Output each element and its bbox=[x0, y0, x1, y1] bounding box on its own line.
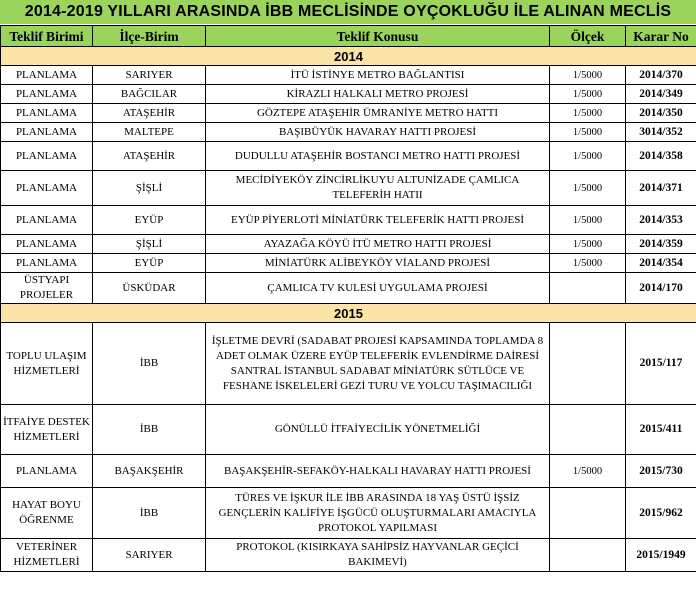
table-row bbox=[1, 455, 696, 488]
cell-teklif-konusu: MİNİATÜRK ALİBEYKÖY VİALAND PROJESİ bbox=[206, 254, 550, 273]
cell-olcek bbox=[550, 273, 626, 304]
table-row bbox=[1, 273, 696, 304]
table-row bbox=[1, 235, 696, 254]
cell-karar-no: 2014/358 bbox=[626, 142, 696, 171]
cell-karar-no: 2014/370 bbox=[626, 66, 696, 85]
cell-karar-no: 2014/349 bbox=[626, 85, 696, 104]
cell-olcek: 1/5000 bbox=[550, 104, 626, 123]
cell-karar-no: 2015/730 bbox=[626, 455, 696, 488]
cell-karar-no: 2015/117 bbox=[626, 323, 696, 405]
cell-olcek: 1/5000 bbox=[550, 235, 626, 254]
cell-teklif-konusu: GÖNÜLLÜ İTFAİYECİLİK YÖNETMELİĞİ bbox=[206, 405, 550, 455]
table-row bbox=[1, 66, 696, 85]
cell-teklif-konusu: BAŞIBÜYÜK HAVARAY HATTI PROJESİ bbox=[206, 123, 550, 142]
cell-teklif-konusu: ÇAMLICA TV KULESİ UYGULAMA PROJESİ bbox=[206, 273, 550, 304]
header-ilce-birim: İlçe-Birim bbox=[93, 26, 206, 47]
cell-karar-no: 2014/170 bbox=[626, 273, 696, 304]
cell-ilce-birim: ŞİŞLİ bbox=[93, 235, 206, 254]
table-header-row bbox=[1, 26, 696, 47]
cell-ilce-birim: İBB bbox=[93, 323, 206, 405]
cell-karar-no: 2015/411 bbox=[626, 405, 696, 455]
cell-ilce-birim: ATAŞEHİR bbox=[93, 104, 206, 123]
cell-olcek: 1/5000 bbox=[550, 254, 626, 273]
table-row bbox=[1, 171, 696, 206]
cell-teklif-birimi: TOPLU ULAŞIM HİZMETLERİ bbox=[1, 323, 93, 405]
cell-ilce-birim: ŞİŞLİ bbox=[93, 171, 206, 206]
cell-teklif-birimi: PLANLAMA bbox=[1, 235, 93, 254]
cell-ilce-birim: EYÜP bbox=[93, 254, 206, 273]
cell-karar-no: 2014/353 bbox=[626, 206, 696, 235]
cell-karar-no: 2014/359 bbox=[626, 235, 696, 254]
cell-karar-no: 2015/1949 bbox=[626, 539, 696, 572]
cell-ilce-birim: İBB bbox=[93, 405, 206, 455]
cell-ilce-birim: ÜSKÜDAR bbox=[93, 273, 206, 304]
cell-ilce-birim: BAŞAKŞEHİR bbox=[93, 455, 206, 488]
table-row bbox=[1, 323, 696, 405]
cell-teklif-birimi: HAYAT BOYU ÖĞRENME bbox=[1, 488, 93, 539]
header-teklif-konusu: Teklif Konusu bbox=[206, 26, 550, 47]
cell-olcek: 1/5000 bbox=[550, 123, 626, 142]
cell-teklif-birimi: PLANLAMA bbox=[1, 123, 93, 142]
cell-teklif-konusu: DUDULLU ATAŞEHİR BOSTANCI METRO HATTI PROJESİ bbox=[206, 142, 550, 171]
cell-teklif-konusu: TÜRES VE İŞKUR İLE İBB ARASINDA 18 YAŞ ÜSTÜ İŞSİZ GENÇLERİN KALİFİYE İŞGÜCÜ OLUŞTURMALARI AMACIYLA PROTOKOL YAPILMASI bbox=[206, 488, 550, 539]
cell-karar-no: 3014/352 bbox=[626, 123, 696, 142]
cell-olcek: 1/5000 bbox=[550, 142, 626, 171]
cell-teklif-birimi: PLANLAMA bbox=[1, 455, 93, 488]
table-row bbox=[1, 104, 696, 123]
cell-ilce-birim: SARIYER bbox=[93, 66, 206, 85]
cell-ilce-birim: EYÜP bbox=[93, 206, 206, 235]
cell-teklif-birimi: PLANLAMA bbox=[1, 142, 93, 171]
cell-karar-no: 2014/371 bbox=[626, 171, 696, 206]
cell-teklif-birimi: PLANLAMA bbox=[1, 66, 93, 85]
table-row bbox=[1, 405, 696, 455]
cell-olcek bbox=[550, 405, 626, 455]
table-row bbox=[1, 142, 696, 171]
year-label: 2014 bbox=[1, 47, 696, 66]
cell-teklif-konusu: İŞLETME DEVRİ (SADABAT PROJESİ KAPSAMINDA TOPLAMDA 8 ADET OLMAK ÜZERE EYÜP TELEFERİK EVLENDİRME DAİRESİ SANTRAL İSTANBUL SADABAT MİNİATÜRK SÜTLÜCE VE FESHANE İSKELELERİ GEZİ TURU VE YOLCU TAŞIMACILIĞI bbox=[206, 323, 550, 405]
cell-olcek: 1/5000 bbox=[550, 66, 626, 85]
table-row bbox=[1, 254, 696, 273]
cell-karar-no: 2015/962 bbox=[626, 488, 696, 539]
cell-karar-no: 2014/354 bbox=[626, 254, 696, 273]
year-section-row bbox=[1, 304, 696, 323]
cell-teklif-konusu: PROTOKOL (KISIRKAYA SAHİPSİZ HAYVANLAR GEÇİCİ BAKIMEVİ) bbox=[206, 539, 550, 572]
header-olcek: Ölçek bbox=[550, 26, 626, 47]
cell-teklif-birimi: PLANLAMA bbox=[1, 254, 93, 273]
cell-teklif-konusu: İTÜ İSTİNYE METRO BAĞLANTISI bbox=[206, 66, 550, 85]
table-row bbox=[1, 206, 696, 235]
table-row bbox=[1, 85, 696, 104]
cell-teklif-konusu: MECİDİYEKÖY ZİNCİRLİKUYU ALTUNİZADE ÇAMLICA TELEFERİH HATII bbox=[206, 171, 550, 206]
cell-teklif-birimi: ÜSTYAPI PROJELER bbox=[1, 273, 93, 304]
cell-olcek: 1/5000 bbox=[550, 455, 626, 488]
cell-olcek bbox=[550, 539, 626, 572]
table-row bbox=[1, 488, 696, 539]
table-row bbox=[1, 539, 696, 572]
cell-teklif-birimi: İTFAİYE DESTEK HİZMETLERİ bbox=[1, 405, 93, 455]
cell-teklif-konusu: BAŞAKŞEHİR-SEFAKÖY-HALKALI HAVARAY HATTI PROJESİ bbox=[206, 455, 550, 488]
cell-olcek: 1/5000 bbox=[550, 206, 626, 235]
header-karar-no: Karar No bbox=[626, 26, 696, 47]
cell-teklif-birimi: PLANLAMA bbox=[1, 104, 93, 123]
cell-teklif-birimi: PLANLAMA bbox=[1, 206, 93, 235]
cell-teklif-konusu: EYÜP PİYERLOTİ MİNİATÜRK TELEFERİK HATTI PROJESİ bbox=[206, 206, 550, 235]
table-row bbox=[1, 123, 696, 142]
cell-ilce-birim: BAĞCILAR bbox=[93, 85, 206, 104]
year-section-row bbox=[1, 47, 696, 66]
cell-teklif-konusu: AYAZAĞA KÖYÜ İTÜ METRO HATTI PROJESİ bbox=[206, 235, 550, 254]
cell-ilce-birim: SARIYER bbox=[93, 539, 206, 572]
year-label: 2015 bbox=[1, 304, 696, 323]
cell-teklif-birimi: PLANLAMA bbox=[1, 171, 93, 206]
cell-olcek bbox=[550, 488, 626, 539]
header-teklif-birimi: Teklif Birimi bbox=[1, 26, 93, 47]
cell-ilce-birim: MALTEPE bbox=[93, 123, 206, 142]
cell-ilce-birim: ATAŞEHİR bbox=[93, 142, 206, 171]
cell-karar-no: 2014/350 bbox=[626, 104, 696, 123]
decisions-table bbox=[0, 25, 696, 572]
cell-ilce-birim: İBB bbox=[93, 488, 206, 539]
cell-teklif-birimi: PLANLAMA bbox=[1, 85, 93, 104]
cell-teklif-konusu: KİRAZLI HALKALI METRO PROJESİ bbox=[206, 85, 550, 104]
cell-teklif-konusu: GÖZTEPE ATAŞEHİR ÜMRANİYE METRO HATTI bbox=[206, 104, 550, 123]
cell-teklif-birimi: VETERİNER HİZMETLERİ bbox=[1, 539, 93, 572]
cell-olcek: 1/5000 bbox=[550, 85, 626, 104]
document-title: 2014-2019 YILLARI ARASINDA İBB MECLİSİNDE OYÇOKLUĞU İLE ALINAN MECLİS bbox=[0, 0, 696, 24]
cell-olcek bbox=[550, 323, 626, 405]
cell-olcek: 1/5000 bbox=[550, 171, 626, 206]
